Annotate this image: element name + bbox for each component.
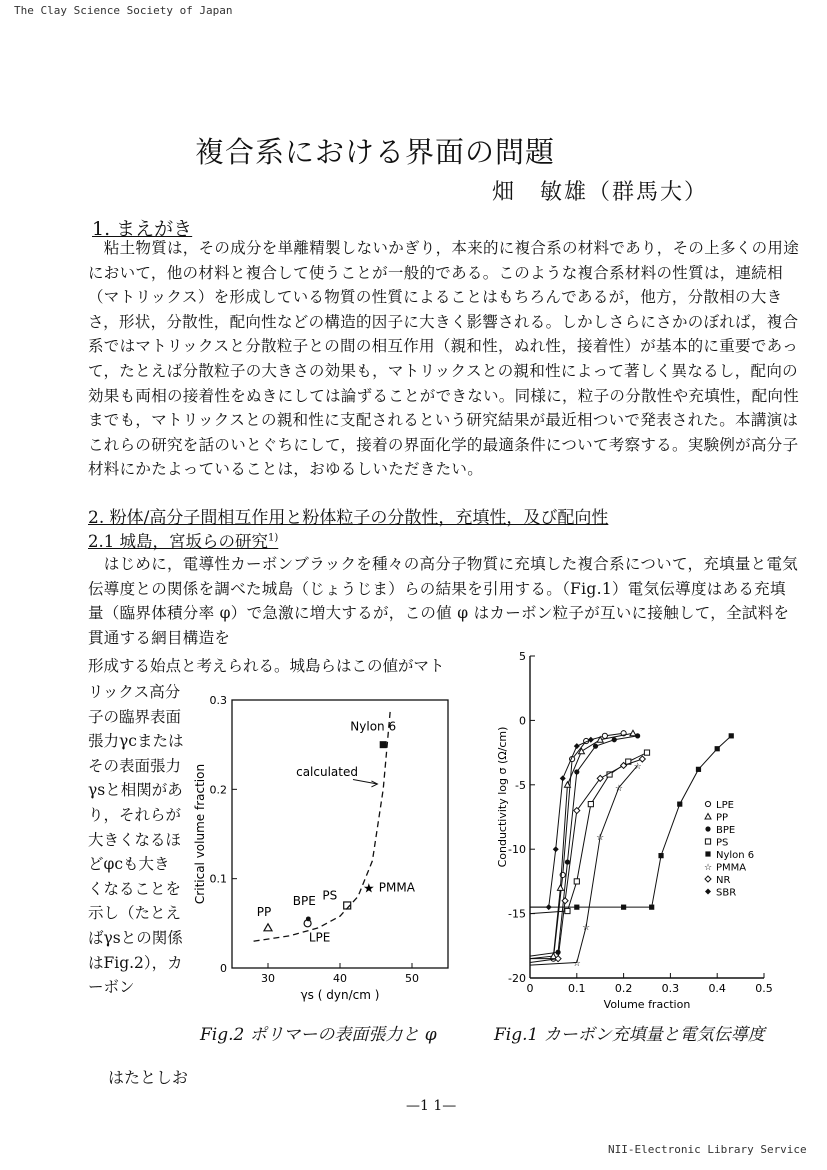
fig1-legend-label-pmma: PMMA (716, 862, 747, 874)
fig1-series-nylon-6-point (729, 733, 734, 738)
fig1-x-tick-label: 0.5 (755, 982, 773, 995)
fig1-series-pmma-point-star-icon: ☆ (596, 832, 605, 843)
fig1-y-tick-label: -5 (515, 778, 526, 792)
fig2-y-axis-label: Critical volume fraction (193, 763, 207, 905)
fig1-x-tick-label: 0.4 (708, 982, 726, 995)
figure-2-caption: Fig.2 ポリマーの表面張力と φ (200, 1025, 437, 1045)
fig1-series-pmma-point-star-icon: ☆ (572, 959, 581, 970)
fig1-series-ps-point (588, 802, 593, 807)
fig1-series-nr-point (555, 956, 561, 962)
fig1-y-tick-label: 5 (519, 650, 526, 663)
fig1-legend-marker-bpe (705, 826, 710, 831)
fig1-series-ps (530, 750, 650, 914)
page-number: —1 1— (406, 1098, 457, 1114)
fig1-x-tick-label: 0.1 (568, 982, 586, 995)
author-line: 畑 敏雄（群馬大） (492, 180, 709, 205)
fig1-y-tick-label: -15 (508, 907, 526, 921)
fig1-legend-label-nr: NR (716, 875, 731, 886)
fig2-point-label-bpe: BPE (292, 893, 316, 908)
fig2-x-tick-label: 40 (333, 972, 347, 985)
fig1-series-lpe-line (530, 733, 624, 958)
fig1-series-bpe-point (555, 950, 560, 955)
fig1-y-tick-label: -10 (508, 843, 526, 857)
section-1-body: 粘土物質は，その成分を単離精製しないかぎり，本来的に複合系の材料であり，その上多くの用途において，他の材料と複合して使うことが一般的である。このような複合系材料の性質は，連続相（マトリックス）を形成している物質の性質によることはもちろんであるが，他方，分散相の大きさ，形状，分散性，配向性などの構造的因子に大きく影響される。しかしさらにさかのぼれば，複合系ではマトリックスと分散粒子との間の相互作用（親和性，ぬれ性，接着性）が基本的に重要であって，たとえば分散粒子の大きさの効果も，マトリックスとの親和性によって著しく異なるし，配向の効果も両相の接着性をぬきにしては論ずることができない。同様に，粒子の分散性や充填性，配向性までも，マトリックスとの親和性に支配されるという研究結果が最近相ついで発表された。本講演はこれらの研究を話のいとぐちにして，接着の界面化学的最適条件について考察する。実験例が高分子材料にかたよっていることは，おゆるしいただきたい。 (88, 239, 800, 479)
fig1-series-sbr-point (560, 775, 566, 781)
fig1-series-sbr-point (574, 743, 580, 749)
fig1-series-lpe (530, 731, 626, 962)
fig1-series-pmma-point-star-icon: ☆ (582, 922, 591, 933)
fig1-series-ps-point (574, 879, 579, 884)
fig1-series-bpe-point (612, 737, 617, 742)
fig1-series-pp-point (630, 730, 636, 736)
fig1-series-nylon-6-point (658, 853, 663, 858)
fig1-series-nylon-6-point (696, 767, 701, 772)
article-title: 複合系における界面の問題 (195, 135, 556, 169)
fig2-calculated-arrowhead (371, 781, 377, 787)
fig1-series-pmma-point-star-icon: ☆ (633, 761, 642, 772)
fig2-y-tick-label: 0.3 (209, 694, 227, 707)
fig1-series-ps-point (565, 908, 570, 913)
fig1-series-sbr-point (546, 904, 552, 910)
fig2-point-label-pmma: PMMA (378, 880, 415, 895)
fig1-series-pmma (530, 762, 642, 969)
fig1-legend-label-nylon-6: Nylon 6 (716, 850, 755, 861)
fig1-series-pmma-point-star-icon: ☆ (614, 783, 623, 794)
fig1-legend-marker-lpe (705, 801, 710, 806)
fig1-legend-label-ps: PS (716, 837, 729, 849)
fig1-legend-label-lpe: LPE (716, 800, 734, 811)
fig2-point-label-lpe: LPE (308, 930, 331, 945)
fig1-series-ps-line (530, 753, 647, 914)
reference-mark: 1) (268, 532, 279, 544)
section-2-heading: 2. 粉体/高分子間相互作用と粉体粒子の分散性，充填性，及び配向性 (88, 508, 609, 528)
fig1-series-pmma-line (530, 765, 638, 965)
fig1-legend-marker-nylon-6 (705, 851, 710, 856)
fig1-series-nylon-6-point (649, 905, 654, 910)
fig2-y-tick-label: 0 (220, 962, 227, 975)
author-reading: はたとしお (108, 1068, 189, 1087)
fig1-series-lpe-point (602, 733, 607, 738)
fig1-x-tick-label: 0.2 (614, 982, 633, 995)
fig2-point-pp (264, 924, 272, 931)
fig1-series-bpe-point (593, 744, 598, 749)
fig1-series-nylon-6-point (621, 905, 626, 910)
fig2-point-bpe (306, 916, 311, 921)
fig1-legend-marker-pmma-star-icon: ☆ (703, 863, 713, 873)
section-2-1-body-column: リックス高分子の臨界表面張力γcまたはその表面張力γsと相関があり，それらが大きくなるほどφcも大きくなることを示し（たとえばγsとの関係はFig.2），カーボン (88, 683, 184, 997)
fig1-legend-label-bpe: BPE (716, 825, 736, 836)
figure-2-chart (193, 690, 472, 1015)
fig2-plot-frame (232, 700, 448, 968)
fig1-series-nylon-6-point (677, 802, 682, 807)
fig1-series-bpe-point (574, 769, 579, 774)
fig1-series-sbr-point (553, 846, 559, 852)
fig1-x-axis-label: Volume fraction (603, 998, 691, 1011)
fig2-point-label-ps: PS (322, 888, 338, 903)
fig1-legend-marker-sbr (705, 889, 711, 895)
fig2-calculated-label: calculated (296, 764, 358, 779)
section-2-1-heading (88, 528, 278, 552)
figure-1-chart (492, 648, 792, 1016)
fig2-point-nylon-6 (380, 741, 387, 748)
section-2-1-body: はじめに，電導性カーボンブラックを種々の高分子物質に充填した複合系について，充填量と電気伝導度との関係を調べた城島（じょうじま）らの結果を引用する。（Fig.1）電気伝導度はある充填量（臨界体積分率 φ）で急激に増大するが，この値 φ はカーボン粒子が互いに接触して，全試料を貫通する網目構造を (88, 555, 799, 647)
fig2-x-tick-label: 30 (261, 972, 275, 985)
fig1-legend-marker-nr (705, 876, 711, 882)
fig2-point-pmma-star-icon: ★ (362, 881, 375, 897)
fig2-x-tick-label: 50 (405, 972, 419, 985)
fig2-x-axis-label: γs ( dyn/cm ) (300, 988, 380, 1002)
section-1-heading: 1. まえがき (92, 218, 193, 240)
journal-header: The Clay Science Society of Japan (14, 4, 233, 17)
figure-1-caption: Fig.1 カーボン充填量と電気伝導度 (494, 1025, 765, 1045)
fig1-legend-marker-ps (705, 839, 710, 844)
fig2-y-tick-label: 0.2 (209, 783, 227, 797)
fig1-series-bpe-point (565, 859, 570, 864)
fig1-series-ps-point (644, 750, 649, 755)
library-footer: NII-Electronic Library Service (608, 1143, 807, 1156)
fig1-legend-marker-pp (705, 814, 711, 820)
fig1-series-bpe-point (635, 733, 640, 738)
fig2-y-tick-label: 0.1 (209, 872, 227, 886)
fig1-y-axis-label: Conductivity log σ (Ω/cm) (496, 726, 509, 868)
fig1-y-tick-label: 0 (519, 714, 526, 728)
fig1-legend-label-sbr: SBR (716, 887, 737, 899)
fig2-calculated-curve (254, 709, 391, 941)
fig1-series-nylon-6-point (574, 905, 579, 910)
fig1-series-pp-point (557, 885, 563, 891)
fig1-x-tick-label: 0.3 (661, 982, 680, 995)
fig2-point-label-pp: PP (256, 904, 272, 919)
section-2-1-title: 2.1 城島，宮坂らの研究 (88, 532, 268, 551)
fig1-series-nylon-6-point (715, 746, 720, 751)
fig1-x-tick-label: 0 (526, 982, 534, 995)
fig1-legend-label-pp: PP (716, 812, 729, 824)
fig1-series-pp-point (564, 782, 570, 788)
fig1-y-tick-label: -20 (508, 972, 526, 985)
section-2-1-body-narrow: 形成する始点と考えられる。城島らはこの値がマト (88, 657, 445, 675)
fig2-point-label-nylon-6: Nylon 6 (350, 719, 397, 734)
